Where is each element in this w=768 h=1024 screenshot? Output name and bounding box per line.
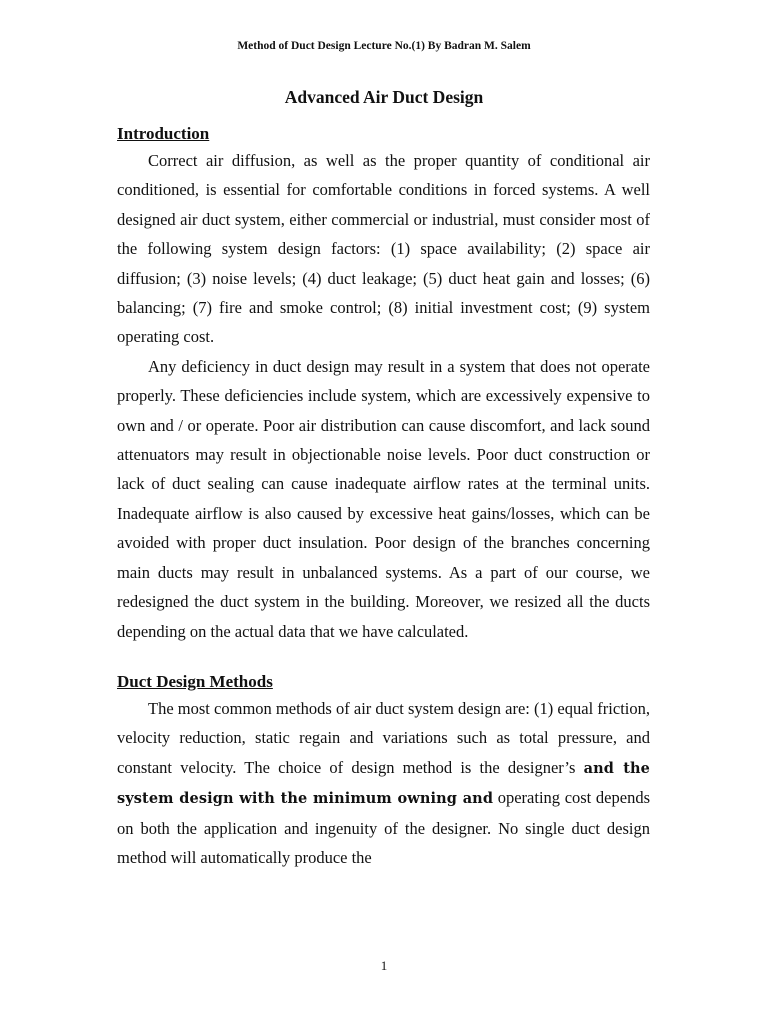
section-heading-introduction: Introduction [117,124,210,143]
methods-bold-text: and the system design with the minimum owning and [117,759,650,808]
document-body [117,122,650,872]
document-title: Advanced Air Duct Design [284,87,484,107]
methods-text-part-1: The most common methods of air duct system design are: (1) equal friction, velocity reduction, static regain and variations such as total pressure, and constant velocity. The choice of design method is the designer’s [117,698,650,777]
running-header: Method of Duct Design Lecture No.(1) By Badran M. Salem [237,40,531,52]
section-heading-duct-design-methods: Duct Design Methods [117,671,273,691]
methods-paragraph-1 [117,694,650,872]
methods-text-part-2: operating cost depends on both the application and ingenuity of the designer. No single duct design method will automatically produce the [117,788,650,867]
section-spacer [117,646,650,670]
intro-paragraph-1: Correct air diffusion, as well as the proper quantity of conditional air conditioned, is essential for comfortable conditions in forced systems. A well designed air duct system, either commercial or industrial, must consider most of the following system design factors: (1) space availability; (2) space air diffusion; (3) noise levels; (4) duct leakage; (5) duct heat gain and losses; (6) balancing; (7) fire and smoke control; (8) initial investment cost; (9) system operating cost. [117,151,650,347]
page-number: 1 [380,958,388,973]
intro-paragraph-2: Any deficiency in duct design may result in a system that does not operate properly. These deficiencies include system, which are excessively expensive to own and / or operate. Poor air distribution can cause discomfort, and lack sound attenuators may result in objectionable noise levels. Poor duct construction or lack of duct sealing can cause inadequate airflow rates at the terminal units. Inadequate airflow is also caused by excessive heat gains/losses, which can be avoided with proper duct insulation. Poor design of the branches concerning main ducts may result in unbalanced systems. As a part of our course, we redesigned the duct system in the building. Moreover, we resized all the ducts depending on the actual data that we have calculated. [117,356,650,641]
